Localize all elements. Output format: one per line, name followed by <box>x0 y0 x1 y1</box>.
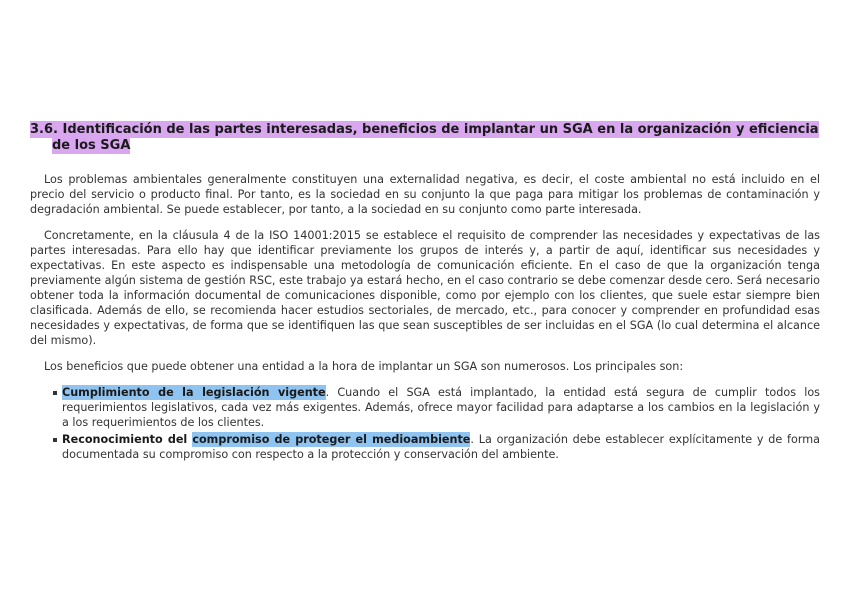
bullet-text: . Cuando el SGA está implantado, la entidad está segura de cumplir todos los requerimientos legislativos, cada vez más exigentes. Además, ofrece mayor facilidad para adaptarse a los cambios en la legislación y a los requerimientos de los clientes. <box>62 386 820 429</box>
heading-highlight <box>30 121 819 154</box>
section-heading <box>30 122 820 154</box>
list-item <box>62 385 820 430</box>
benefits-list <box>30 385 820 462</box>
bullet-text: . La organización debe establecer explícitamente y de forma documentada su compromiso con respecto a la protección y conservación del ambiente. <box>62 433 820 461</box>
paragraph-iso-clause: Concretamente, en la cláusula 4 de la ISO 14001:2015 se establece el requisito de comprender las necesidades y expectativas de las partes interesadas. Para ello hay que identificar previamente los grupos de interés y, a partir de aquí, identificar sus necesidades y expectativas. En este aspecto es indispensable una metodología de comunicación eficiente. En el caso de que la organización tenga previamente algún sistema de gestión RSC, este trabajo ya estará hecho, en el caso contrario se debe comenzar desde cero. Será necesario obtener toda la información documental de comunicaciones disponible, como por ejemplo con los clientes, que suele estar siempre bien clasificada. Además de ello, se recomienda hacer estudios sectoriales, de mercado, etc., para conocer y comprender en profundidad esas necesidades y expectativas, de forma que se identifiquen las que sean susceptibles de ser incluidas en el SGA (lo cual determina el alcance del mismo). <box>30 229 820 347</box>
bullet-lead-highlight: compromiso de proteger el medioambiente <box>192 433 471 446</box>
section-title: Identificación de las partes interesadas, beneficios de implantar un SGA en la organización y eficiencia de los SGA <box>52 122 819 153</box>
paragraph-externality: Los problemas ambientales generalmente constituyen una externalidad negativa, es decir, el coste ambiental no está incluido en el precio del servicio o producto final. Por tanto, es la sociedad en su conjunto la que paga para mitigar los problemas de contaminación y degradación ambiental. Se puede establecer, por tanto, a la sociedad en su conjunto como parte interesada. <box>30 173 820 216</box>
list-item <box>62 432 820 462</box>
paragraph-benefits-intro: Los beneficios que puede obtener una entidad a la hora de implantar un SGA son numerosos. Los principales son: <box>44 360 684 373</box>
document-page <box>30 122 820 464</box>
bullet-lead-highlight: Cumplimiento de la legislación vigente <box>62 386 326 399</box>
section-number: 3.6. <box>30 122 58 137</box>
bullet-lead: Reconocimiento del <box>62 433 193 446</box>
